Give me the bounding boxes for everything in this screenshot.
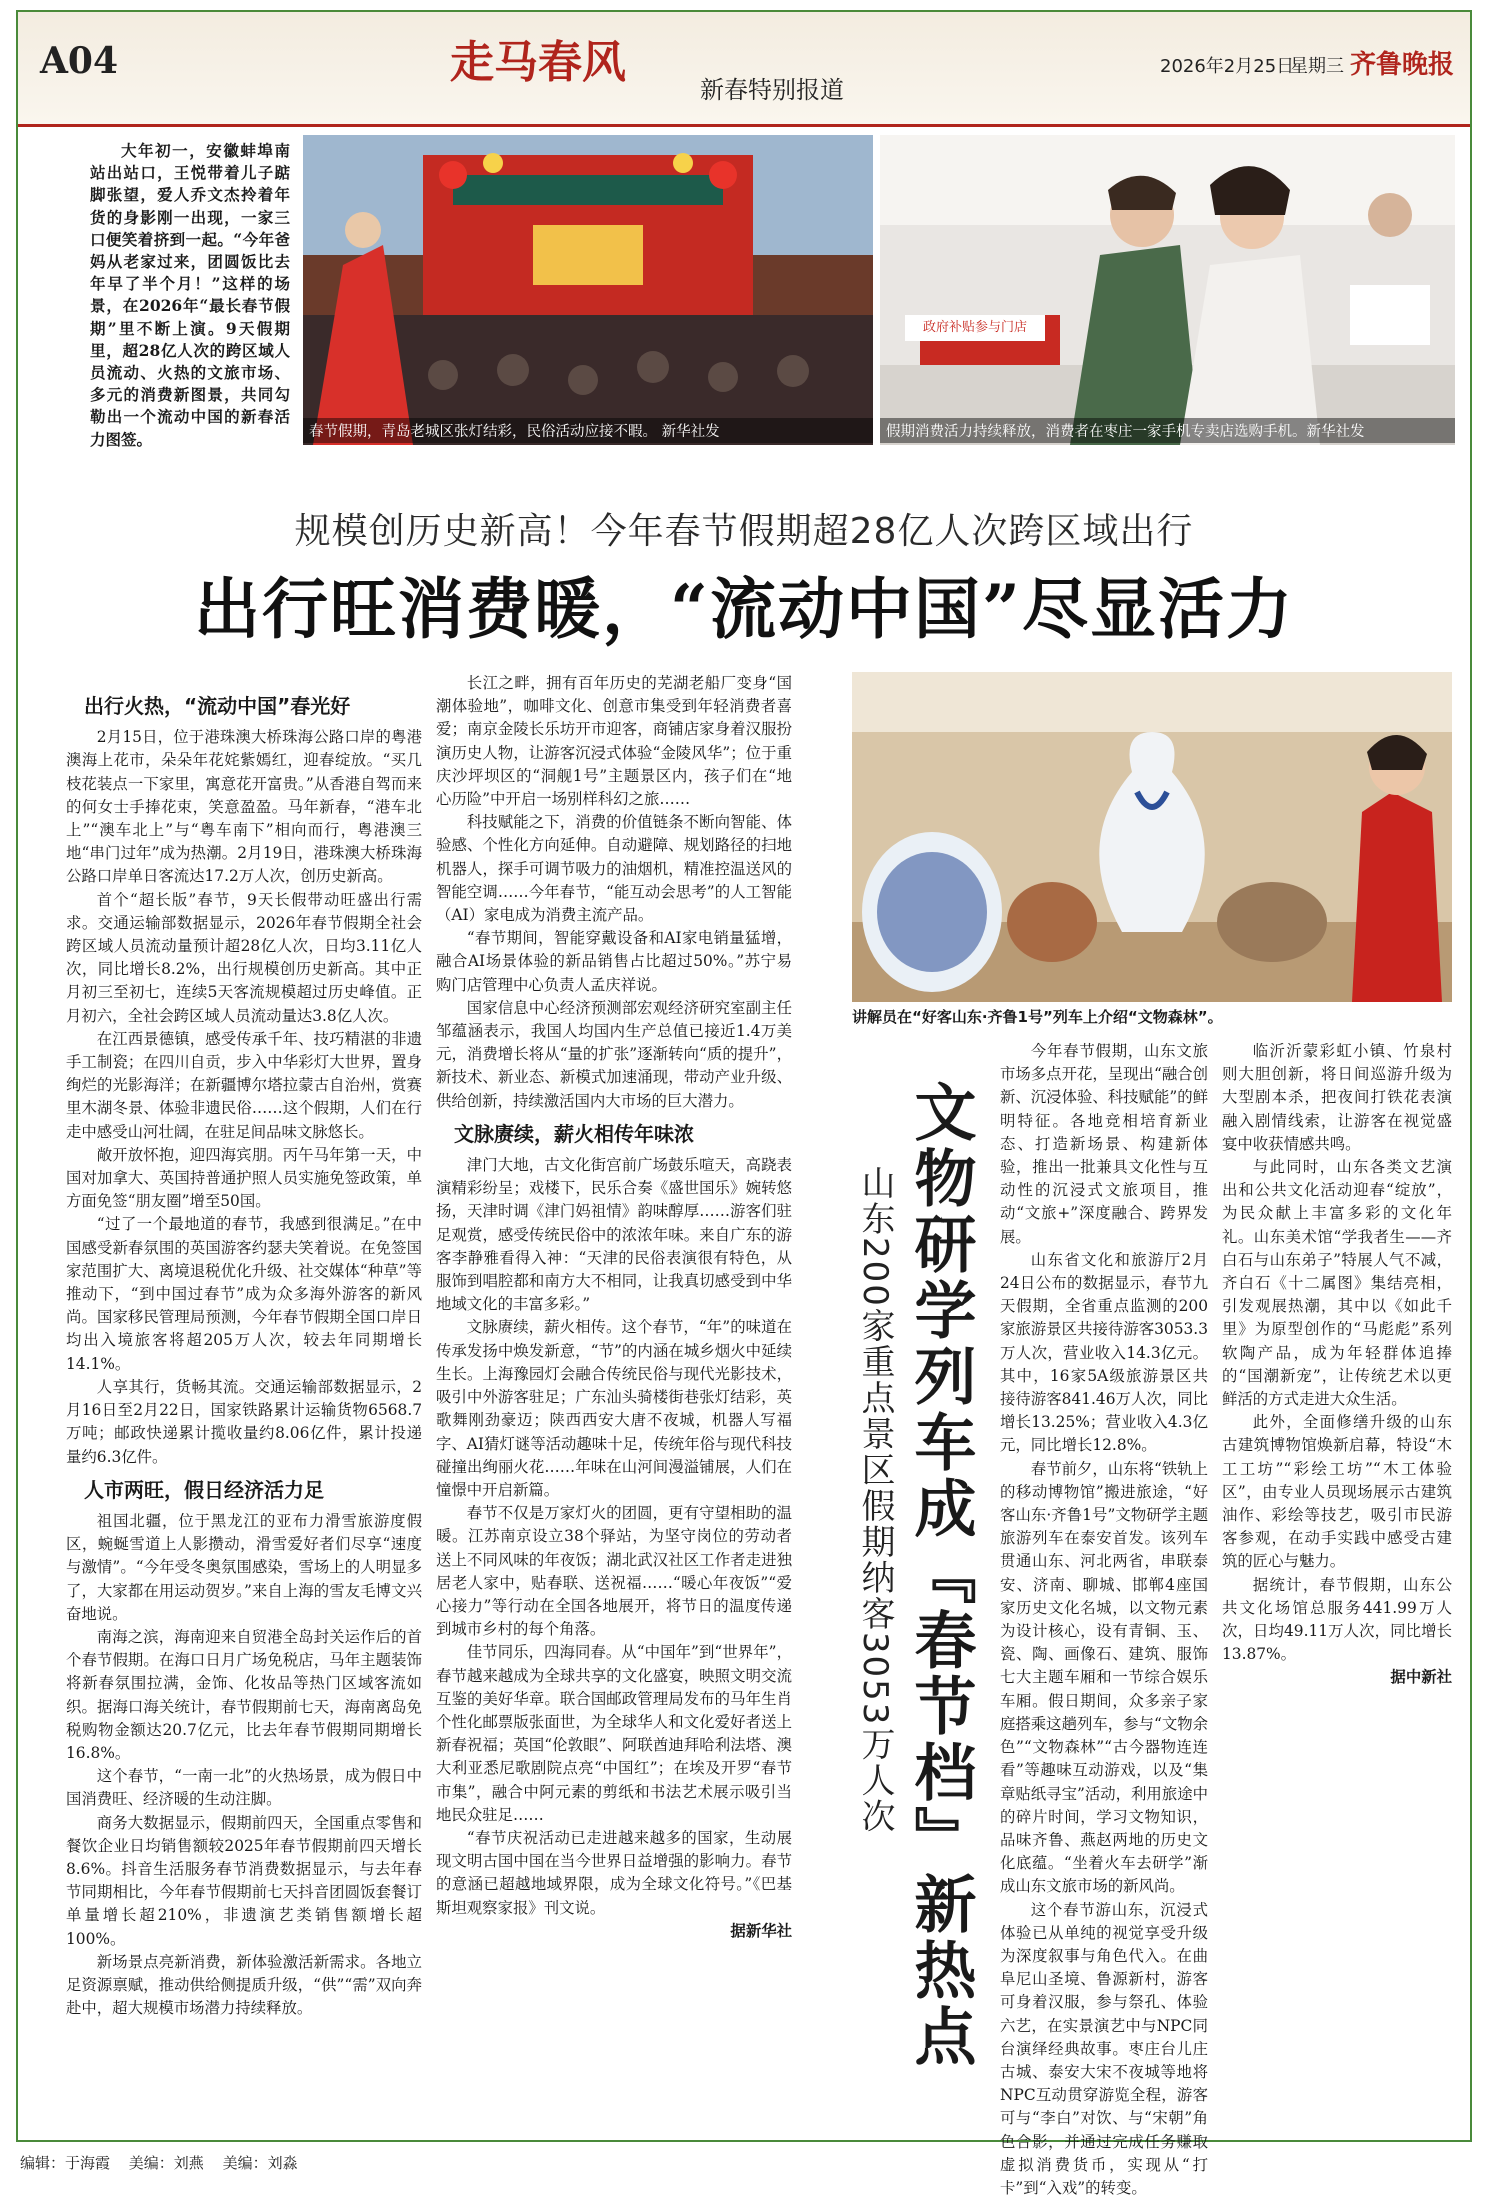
paragraph: 国家信息中心经济预测部宏观经济研究室副主任邹蕴涵表示，我国人均国内生产总值已接近1.4万美元，消费增长将从“量的扩张”逐渐转向“质的提升”，新技术、新业态、新模式加速涌现，带动产业升级、供给创新，持续激活国内大市场的巨大潜力。 xyxy=(436,998,792,1110)
intro-paragraph: 大年初一，安徽蚌埠南站出站口，王悦带着儿子踮脚张望，爱人乔文杰拎着年货的身影刚一出现，一家三口便笑着挤到一起。“今年爸妈从老家过来，团圆饭比去年早了半个月！”这样的场景，在2026年“最长春节假期”里不断上演。9天假期里，超28亿人次的跨区域人员流动、火热的文旅市场、多元的消费新图景，共同勾勒出一个流动中国的新春活力图签。 xyxy=(90,141,290,449)
editor-credit: 编辑：于海霞 xyxy=(20,2154,111,2172)
paragraph: 首个“超长版”春节，9天长假带动旺盛出行需求。交通运输部数据显示，2026年春节假期全社会跨区域人员流动量预计超28亿人次，日均3.11亿人次，同比增长8.2%，出行规模创历史新高。其中正月初三至初七，连续5天客流规模超过历史峰值。正月初六，全社会跨区域人员流动量达3.8亿人次。 xyxy=(66,890,422,1025)
feature-column-2 xyxy=(1222,1040,1452,2112)
paragraph: 据统计，春节假期，山东公共文化场馆总服务441.99万人次，日均49.11万人次，同比增长13.87%。 xyxy=(1222,1575,1452,1664)
paragraph: 这个春节，“一南一北”的火热场景，成为假日中国消费旺、经济暖的生动注脚。 xyxy=(66,1767,422,1809)
paragraph: 祖国北疆，位于黑龙江的亚布力滑雪旅游度假区，蜿蜒雪道上人影攒动，滑雪爱好者们尽享“速度与激情”。“今年受冬奥氛围感染，雪场上的人明显多了，大家都在用运动贺岁。”来自上海的雪友毛博文兴奋地说。 xyxy=(66,1511,422,1623)
phone-store-caption: 假期消费活力持续释放，消费者在枣庄一家手机专卖店选购手机。新华社发 xyxy=(880,418,1455,443)
paragraph: “春节期间，智能穿戴设备和AI家电销量猛增，融合AI场景体验的新品销售占比超过50%。”苏宁易购门店管理中心负责人孟庆祥说。 xyxy=(436,929,792,994)
phone-store-photo xyxy=(880,135,1455,445)
section-heading-culture: 文脉赓续，薪火相传年味浓 xyxy=(454,1121,694,1146)
paragraph: 新场景点亮新消费，新体验激活新需求。各地立足资源禀赋，推动供给侧提质升级，“供”“需”双向奔赴中，超大规模市场潜力持续释放。 xyxy=(66,1952,422,2018)
paragraph: 春节前夕，山东将“铁轨上的移动博物馆”搬进旅途，“好客山东·齐鲁1号”文物研学主题旅游列车在泰安首发。该列车贯通山东、河北两省，串联泰安、济南、聊城、邯郸4座国家历史文化名城，以文物元素为设计核心，设有青铜、玉、瓷、陶、画像石、建筑、服饰七大主题车厢和一节综合娱乐车厢。假日期间，众多亲子家庭搭乘这趟列车，参与“文物余色”“文物森林”“古今器物连连看”等趣味互动游戏，以及“集章贴纸寻宝”活动，利用旅途中的碎片时间，学习文物知识，品味齐鲁、燕赵两地的历史文化底蕴。“坐着火车去研学”渐成山东文旅市场的新风尚。 xyxy=(1000,1459,1208,1896)
section-subtitle: 新春特别报道 xyxy=(700,76,844,104)
paragraph: 长江之畔，拥有百年历史的芜湖老船厂变身“国潮体验地”，咖啡文化、创意市集受到年轻消费者喜爱；南京金陵长乐坊开市迎客，商铺店家身着汉服扮演历史人物，让游客沉浸式体验“金陵风华”；位于重庆沙坪坝区的“洞舰1号”主题景区内，孩子们在“地心历险”中开启一场别样科幻之旅…… xyxy=(436,674,792,809)
paragraph: 人享其行，货畅其流。交通运输部数据显示，2月16日至2月22日，国家铁路累计运输货物6568.7万吨；邮政快递累计揽收量约8.06亿件，累计投递量约6.3亿件。 xyxy=(66,1377,422,1466)
footer-credits xyxy=(20,2152,312,2173)
feature-column-1 xyxy=(1000,1040,1208,2197)
museum-train-photo xyxy=(852,672,1452,1002)
issue-weekday: 星期三 xyxy=(1290,56,1344,77)
paragraph: 春节不仅是万家灯火的团圆，更有守望相助的温暖。江苏南京设立38个驿站，为坚守岗位的劳动者送上不同风味的年夜饭；湖北武汉社区工作者走进独居老人家中，贴春联、送祝福……“暖心年夜饭”“爱心接力”等行动在全国各地展开，将节日的温度传递到城市乡村的每个角落。 xyxy=(436,1504,792,1639)
paragraph: 佳节同乐，四海同春。从“中国年”到“世界年”，春节越来越成为全球共享的文化盛宴，映照文明交流互鉴的美好华章。联合国邮政管理局发布的马年生肖个性化邮票版张面世，为全球华人和文化爱好者送上新春祝福；英国“伦敦眼”、阿联酋迪拜哈利法塔、澳大利亚悉尼歌剧院点亮“中国红”；在埃及开罗“春节市集”，融合中阿元素的剪纸和书法艺术展示吸引当地民众驻足…… xyxy=(436,1643,792,1824)
issue-date: 2026年2月25日 xyxy=(1160,56,1295,77)
paragraph: “过了一个最地道的春节，我感到很满足。”在中国感受新春氛围的英国游客约瑟夫笑着说。在免签国家范围扩大、离境退税优化升级、社交媒体“种草”等推动下，“到中国过春节”成为众多海外游客的新风尚。国家移民管理局预测，今年春节假期全国口岸日均出入境旅客将超205万人次，较去年同期增长14.1%。 xyxy=(66,1215,422,1373)
festival-photo xyxy=(303,135,873,445)
paragraph: 文脉赓续，薪火相传。这个春节，“年”的味道在传承发扬中焕发新意，“节”的内涵在城乡烟火中延续生长。上海豫园灯会融合传统民俗与现代光影技术，吸引中外游客驻足；广东汕头骑楼街巷张灯结彩，英歌舞刚劲豪迈；陕西西安大唐不夜城，机器人写福字、AI猜灯谜等活动趣味十足，传统年俗与现代科技碰撞出绚丽火花……年味在山河间漫溢铺展，人们在憧憬中开启新篇。 xyxy=(436,1318,792,1499)
paragraph: 科技赋能之下，消费的价值链条不断向智能、体验感、个性化方向延伸。自动避障、规划路径的扫地机器人，探手可调节吸力的油烟机，精准控温送风的智能空调……今年春节，“能互动会思考”的人工智能（AI）家电成为消费主流产品。 xyxy=(436,813,792,925)
paragraph: 此外，全面修缮升级的山东古建筑博物馆焕新启幕，特设“木工工坊”“彩绘工坊”“木工体验区”，由专业人员现场展示古建筑油作、彩绘等技艺，吸引市民游客参观，在动手实践中感受古建筑的匠心与魅力。 xyxy=(1222,1413,1452,1571)
article-column-1 xyxy=(66,685,422,2125)
page-number: A04 xyxy=(40,40,119,82)
section-brand: 走马春风 xyxy=(450,37,626,88)
paragraph: 2月15日，位于港珠澳大桥珠海公路口岸的粤港澳海上花市，朵朵年花姹紫嫣红，迎春绽放。“买几枝花装点一下家里，寓意花开富贵。”从香港自驾而来的何女士手捧花束，笑意盈盈。马年新春，“港车北上”“澳车北上”与“粤车南下”相向而行，粤港澳三地“串门过年”成为热潮。2月19日，港珠澳大桥珠海公路口岸单日客流达17.2万人次，创历史新高。 xyxy=(66,728,422,886)
subsidy-sign: 政府补贴参与门店 xyxy=(905,315,1045,341)
paragraph: 今年春节假期，山东文旅市场多点开花，呈现出“融合创新、沉浸体验、科技赋能”的鲜明特征。各地竞相培育新业态、打造新场景、构建新体验，推出一批兼具文化性与互动性的沉浸式文旅项目，推动“文旅+”深度融合、跨界发展。 xyxy=(1000,1042,1208,1246)
paragraph: 南海之滨，海南迎来自贸港全岛封关运作后的首个春节假期。在海口日月广场免税店，马年主题装饰将新春氛围拉满，金饰、化妆品等热门区域客流如织。据海口海关统计，春节假期前七天，海南离岛免税购物金额达20.7亿元，比去年春节假期同期增长16.8%。 xyxy=(66,1627,422,1762)
paragraph: 这个春节游山东，沉浸式体验已从单纯的视觉享受升级为深度叙事与角色代入。在曲阜尼山圣境、鲁源新村，游客可身着汉服，参与祭孔、体验六艺，在实景演艺中与NPC同台演绎经典故事。枣庄台儿庄古城、泰安大宋不夜城等地将NPC互动贯穿游览全程，游客可与“李白”对饮、与“宋朝”角色合影，并通过完成任务赚取虚拟消费货币，实现从“打卡”到“入戏”的转变。 xyxy=(1000,1900,1208,2197)
sub-headline: 规模创历史新高！今年春节假期超28亿人次跨区域出行 xyxy=(294,511,1194,552)
designer-credit-2: 美编：刘淼 xyxy=(222,2154,298,2172)
feature-headline: 文物研学列车成『春节档』新热点 xyxy=(904,1080,977,2070)
paragraph: 敞开放怀抱，迎四海宾朋。丙午马年第一天，中国对加拿大、英国持普通护照人员实施免签政策，单方面免签“朋友圈”增至50国。 xyxy=(66,1145,422,1211)
festival-photo-caption: 春节假期，青岛老城区张灯结彩，民俗活动应接不暇。 新华社发 xyxy=(303,418,873,443)
designer-credit: 美编：刘燕 xyxy=(128,2154,204,2172)
paragraph: 与此同时，山东各类文艺演出和公共文化活动迎春“绽放”，为民众献上丰富多彩的文化年礼。山东美术馆“学我者生——齐白石与山东弟子”特展人气不减，齐白石《十二属图》集结亮相，引发观展热潮，其中以《如此千里》为原型创作的“马彪彪”系列软陶产品，成为年轻群体追捧的“国潮新宠”，让传统艺术以更鲜活的方式走进大众生活。 xyxy=(1222,1158,1452,1409)
header-rule xyxy=(18,124,1470,127)
paragraph: 津门大地，古文化街宫前广场鼓乐喧天，高跷表演精彩纷呈；戏楼下，民乐合奏《盛世国乐》婉转悠扬，天津时调《津门妈祖情》韵味醇厚……游客们驻足观赏，感受传统民俗中的浓浓年味。来自广东的游客李静雅看得入神：“天津的民俗表演很有特色，从服饰到唱腔都和南方大不相同，让我真切感受到中华地域文化的丰富多彩。” xyxy=(436,1156,792,1314)
newspaper-logo: 齐鲁晚报 xyxy=(1350,50,1455,80)
feature-subheadline: 山东200家重点景区假期纳客3053万人次 xyxy=(855,1165,895,1835)
museum-train-caption: 讲解员在“好客山东·齐鲁1号”列车上介绍“文物森林”。 xyxy=(852,1008,1223,1026)
paragraph: 商务大数据显示，假期前四天，全国重点零售和餐饮企业日均销售额较2025年春节假期前四天增长8.6%。抖音生活服务春节消费数据显示，与去年春节同期相比，今年春节假期前七天抖音团圆饭套餐订单量增长超210%，非遗演艺类销售额增长超100%。 xyxy=(66,1813,422,1948)
paragraph: “春节庆祝活动已走进越来越多的国家，生动展现文明古国中国在当今世界日益增强的影响力。春节的意涵已超越地域界限，成为全球文化符号。”《巴基斯坦观察家报》刊文说。 xyxy=(436,1828,792,1917)
article-source: 据新华社 xyxy=(730,1921,792,1940)
paragraph: 山东省文化和旅游厅2月24日公布的数据显示，春节九天假期，全省重点监测的200家旅游景区共接待游客3053.3万人次，营业收入14.3亿元。其中，16家5A级旅游景区共接待游客841.46万人次，同比增长13.25%；营业收入4.3亿元，同比增长12.8%。 xyxy=(1000,1250,1208,1455)
article-column-2 xyxy=(436,672,792,2110)
paragraph: 临沂沂蒙彩虹小镇、竹泉村则大胆创新，将日间巡游升级为大型剧本杀，把夜间打铁花表演融入剧情线索，让游客在视觉盛宴中收获情感共鸣。 xyxy=(1222,1042,1452,1153)
paragraph: 在江西景德镇，感受传承千年、技巧精湛的非遗手工制瓷；在四川自贡，步入中华彩灯大世界，置身绚烂的光影海洋；在新疆博尔塔拉蒙古自治州，赏赛里木湖冬景、体验非遗民俗……这个假期，人们在行走中感受山河壮阔，在驻足间品味文脉悠长。 xyxy=(66,1029,422,1141)
section-heading-economy: 人市两旺，假日经济活力足 xyxy=(84,1477,324,1502)
feature-source: 据中新社 xyxy=(1390,1668,1452,1687)
section-heading-travel: 出行火热，“流动中国”春光好 xyxy=(84,694,351,718)
main-headline: 出行旺消费暖，“流动中国”尽显活力 xyxy=(194,570,1294,648)
